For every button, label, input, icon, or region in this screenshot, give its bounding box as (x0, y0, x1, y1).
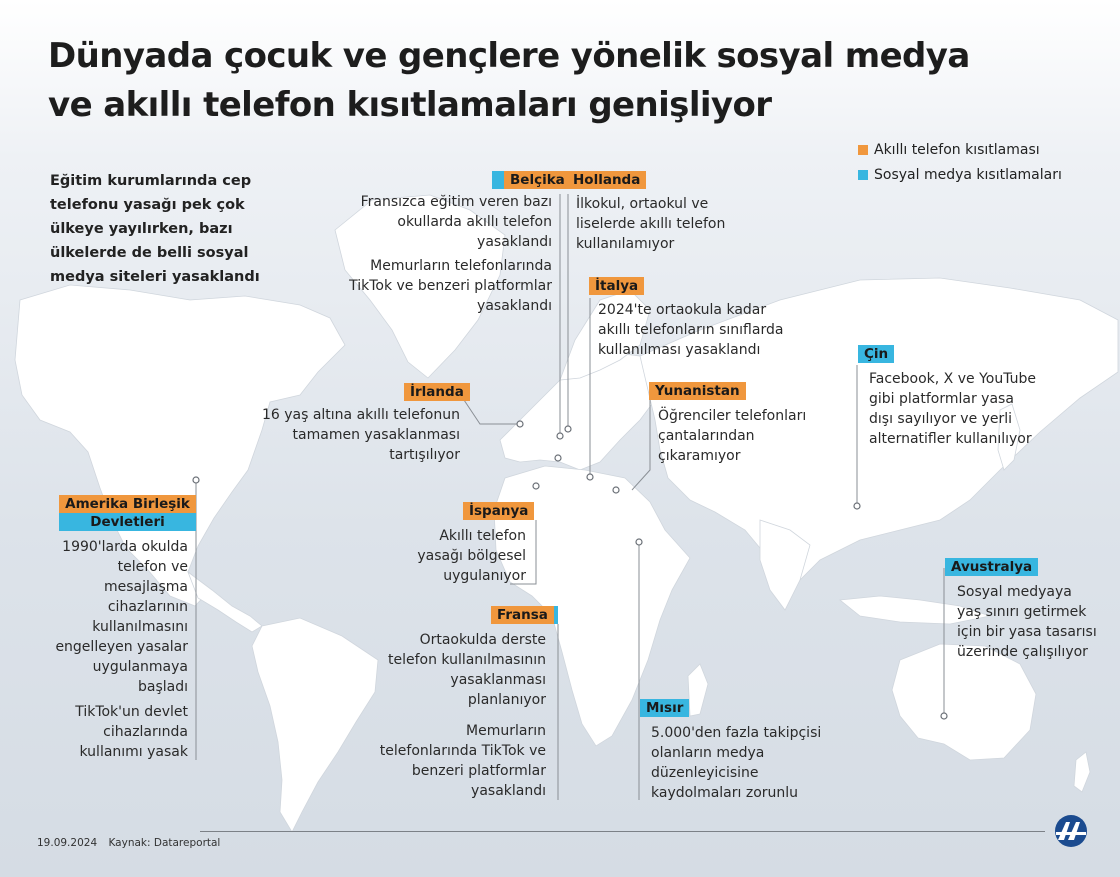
legend-swatch-orange (858, 145, 868, 155)
page-title (48, 32, 1008, 130)
new-zealand-shape (1074, 752, 1090, 792)
footer-divider (200, 831, 1045, 832)
italya-text-1: 2024'te ortaokula kadar akıllı telefonların sınıflarda kullanılması yasaklandı (598, 302, 784, 358)
avustralya-text-1: Sosyal medyaya yaş sınırı getirmek için bir yasa tasarısı üzerinde çalışılıyor (957, 584, 1097, 660)
tag-yunanistan: Yunanistan (649, 382, 746, 400)
fransa-text-1: Ortaokulda derste telefon kullanılmasının yasaklanması planlanıyor (387, 632, 546, 708)
tag-irlanda: İrlanda (404, 383, 470, 401)
dot-avustralya (941, 713, 947, 719)
footer-source: Kaynak: Datareportal (108, 837, 221, 849)
tag-hollanda: Hollanda (567, 171, 646, 189)
tag-abd-line1: Amerika Birleşik (59, 495, 196, 513)
legend-label: Akıllı telefon kısıtlaması (874, 141, 1040, 158)
hollanda-text-1: İlkokul, ortaokul ve liselerde akıllı telefon kullanılamıyor (576, 196, 726, 252)
yunanistan-text-1: Öğrenciler telefonları çantalarından çıkaramıyor (658, 408, 807, 464)
madagascar-shape (688, 664, 708, 716)
tag-avustralya: Avustralya (945, 558, 1038, 576)
legend (858, 137, 1062, 187)
legend-swatch-blue (858, 170, 868, 180)
cin-text-1: Facebook, X ve YouTube gibi platformlar yasa dışı sayılıyor ve yerli alternatifler kullanılıyor (869, 371, 1037, 447)
dot-cin (854, 503, 860, 509)
dot-irlanda (517, 421, 523, 427)
legend-label: Sosyal medya kısıtlamaları (874, 166, 1062, 183)
dot-abd (193, 477, 199, 483)
dot-misir (636, 539, 642, 545)
dot-italya (587, 474, 593, 480)
title-line-1: Dünyada çocuk ve gençlere yönelik sosyal medya (48, 36, 970, 76)
title-line-2: ve akıllı telefon kısıtlamaları genişliyor (48, 85, 772, 125)
tag-misir: Mısır (640, 699, 689, 717)
tag-italya: İtalya (589, 277, 644, 295)
belcika-text-2: Memurların telefonlarında TikTok ve benzeri platformlar yasaklandı (349, 258, 552, 314)
dot-ispanya (533, 483, 539, 489)
tag-cin: Çin (858, 345, 894, 363)
ispanya-text-1: Akıllı telefon yasağı bölgesel uygulanıyor (417, 528, 526, 584)
dot-hollanda (565, 426, 571, 432)
tag-fransa: Fransa (491, 606, 554, 624)
abd-text-2: TikTok'un devlet cihazlarında kullanımı yasak (75, 704, 188, 760)
south-america-shape (252, 618, 378, 832)
misir-text-1: 5.000'den fazla takipçisi olanların medya düzenleyicisine kaydolmaları zorunlu (651, 725, 822, 801)
tag-belcika: Belçika (504, 171, 571, 189)
dot-fransa (555, 455, 561, 461)
footer (37, 837, 228, 849)
dot-yunanistan (613, 487, 619, 493)
intro-text: Eğitim kurumlarında cep telefonu yasağı pek çok ülkeye yayılırken, bazı ülkelerde de belli sosyal medya siteleri yasaklandı (50, 173, 260, 285)
abd-text-1: 1990'larda okulda telefon ve mesajlaşma cihazlarının kullanılmasını engelleyen yasalar uygulanmaya başladı (55, 539, 188, 695)
tag-abd-line2: Devletleri (59, 513, 196, 531)
legend-item-social-media (858, 162, 1062, 187)
irlanda-text-1: 16 yaş altına akıllı telefonun tamamen yasaklanması tartışılıyor (261, 407, 460, 463)
dot-belcika (557, 433, 563, 439)
aa-logo-icon (1052, 814, 1090, 848)
footer-date: 19.09.2024 (37, 837, 98, 849)
legend-item-smartphone (858, 137, 1062, 162)
tag-ispanya: İspanya (463, 502, 534, 520)
belcika-text-1: Fransızca eğitim veren bazı okullarda akıllı telefon yasaklandı (360, 194, 552, 250)
fransa-text-2: Memurların telefonlarında TikTok ve benzeri platformlar yasaklandı (379, 723, 546, 799)
